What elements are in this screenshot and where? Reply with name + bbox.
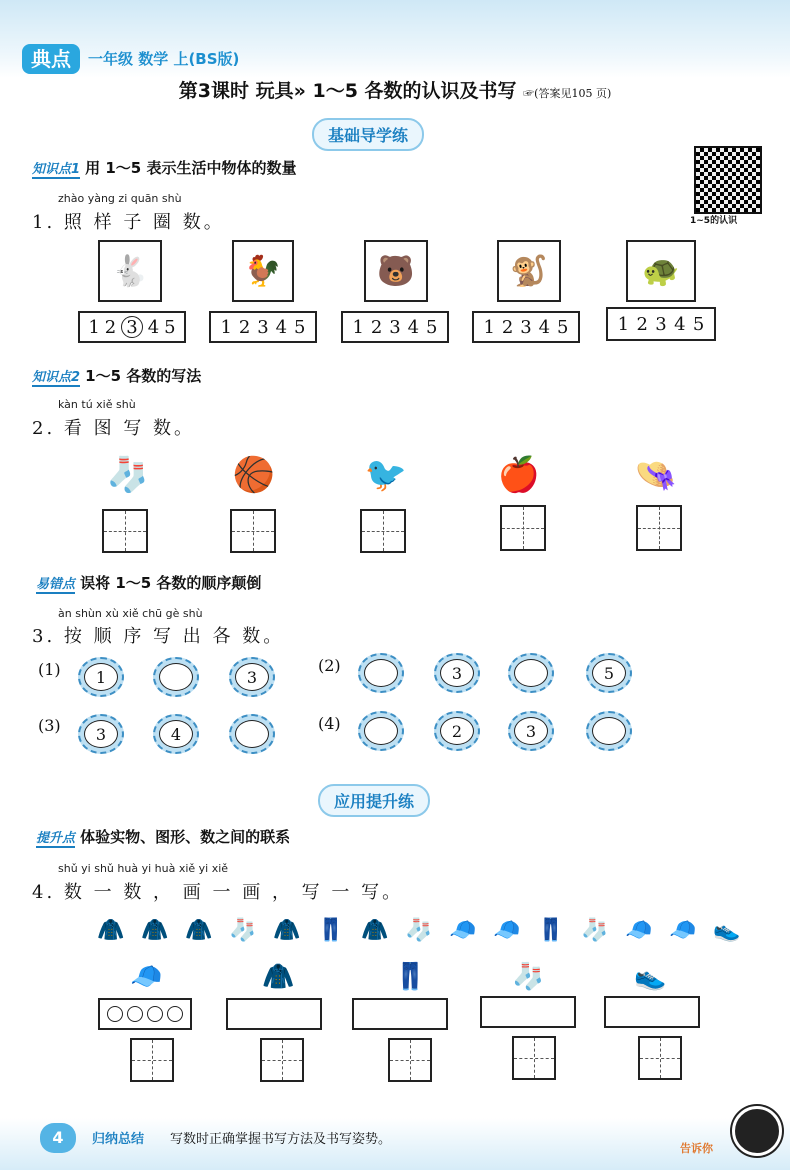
knowledge-tag-2: 知识点2	[32, 370, 81, 385]
q3-group-label-4: (4)	[318, 714, 341, 733]
q2-pinyin: kàn tú xiě shù	[58, 398, 136, 411]
circle-mark	[167, 1006, 183, 1022]
book-title: 一年级 数学 上(BS版)	[88, 50, 240, 68]
bear-icon: 🐻	[364, 240, 428, 302]
q2-answer-grid-1[interactable]	[102, 509, 148, 553]
turtle-icon: 🐢	[626, 240, 696, 302]
q2-text: 2. 看 图 写 数。	[32, 418, 196, 439]
q4-pinyin: shǔ yi shǔ huà yi huà xiě yi xiě	[58, 862, 229, 875]
jacket-icon: 🧥	[185, 918, 213, 943]
flower-cell[interactable]	[358, 711, 404, 751]
pants-icon: 👖	[537, 918, 565, 943]
rabbit-icon: 🐇	[98, 240, 162, 302]
error-text: 误将 1～5 各数的顺序颠倒	[80, 574, 262, 592]
upgrade-text: 体验实物、图形、数之间的联系	[80, 828, 291, 846]
mascot-icon	[732, 1106, 782, 1156]
q3-group-label-2: (2)	[318, 656, 341, 675]
flower-cell[interactable]: 5	[586, 653, 632, 693]
error-point	[36, 572, 261, 593]
q2-answer-grid-2[interactable]	[230, 509, 276, 553]
jacket-icon: 🧥	[273, 918, 301, 943]
sock-icon: 🧦	[512, 962, 545, 992]
jacket-icon: 🧥	[97, 918, 125, 943]
cap-icon: 🧢	[669, 918, 697, 943]
basketball-hoop-icon: 🏀	[232, 455, 276, 495]
flower-cell[interactable]: 4	[153, 714, 199, 754]
cap-icon: 🧢	[625, 918, 653, 943]
knowledge-point-2	[32, 365, 201, 386]
q1-number-box-4[interactable]: 1 2 3 4 5	[472, 311, 580, 343]
jacket-icon: 🧥	[141, 918, 169, 943]
q4-draw-box-2[interactable]	[226, 998, 322, 1030]
summary-label: 归纳总结	[92, 1132, 145, 1147]
flower-cell[interactable]: 3	[508, 711, 554, 751]
qr-code-icon[interactable]	[694, 146, 762, 214]
q1-number-box-3[interactable]: 1 2 3 4 5	[341, 311, 449, 343]
birds-icon: 🐦	[364, 455, 408, 495]
flower-cell[interactable]: 3	[434, 653, 480, 693]
brand-logo: 典点	[22, 44, 80, 74]
q4-answer-grid-3[interactable]	[388, 1038, 432, 1082]
q4-draw-box-4[interactable]	[480, 996, 576, 1028]
q4-answer-grid-5[interactable]	[638, 1036, 682, 1080]
q1-pinyin: zhào yàng zi quān shù	[58, 192, 182, 205]
q1-number-box-1[interactable]: 1 2 3 4 5	[78, 311, 186, 343]
flower-cell[interactable]	[229, 714, 275, 754]
summary-text: 写数时正确掌握书写方法及书写姿势。	[170, 1132, 392, 1147]
knowledge-tag-1: 知识点1	[32, 162, 81, 177]
jacket-icon: 🧥	[262, 962, 295, 992]
shoe-icon: 👟	[713, 918, 741, 943]
apples-icon: 🍎	[497, 455, 541, 495]
q4-text: 4. 数 一 数 ， 画 一 画 ， 写 一 写。	[32, 882, 404, 903]
pants-icon: 👖	[317, 918, 345, 943]
flower-cell[interactable]	[508, 653, 554, 693]
q4-draw-box-5[interactable]	[604, 996, 700, 1028]
q3-group-label-3: (3)	[38, 716, 61, 735]
q2-answer-grid-4[interactable]	[500, 505, 546, 551]
circle-mark	[127, 1006, 143, 1022]
lesson-title-text: 第3课时 玩具» 1～5 各数的认识及书写	[178, 80, 517, 102]
circled-answer: 3	[121, 316, 143, 338]
pants-icon: 👖	[394, 962, 427, 992]
shoe-icon: 👟	[634, 962, 667, 992]
q4-answer-grid-4[interactable]	[512, 1036, 556, 1080]
cap-icon: 🧢	[130, 962, 163, 992]
q4-items-row	[96, 918, 742, 943]
flower-cell[interactable]	[153, 657, 199, 697]
upgrade-tag: 提升点	[36, 831, 76, 846]
answer-reference: ☞(答案见105 页)	[523, 87, 612, 100]
flower-cell[interactable]: 1	[78, 657, 124, 697]
cap-icon: 🧢	[493, 918, 521, 943]
sock-icon: 🧦	[229, 918, 257, 943]
rooster-icon: 🐓	[232, 240, 294, 302]
flower-cell[interactable]: 2	[434, 711, 480, 751]
hats-icon: 👒	[634, 455, 678, 495]
q3-group-label-1: (1)	[38, 660, 61, 679]
q3-text: 3. 按 顺 序 写 出 各 数。	[32, 626, 285, 647]
flower-cell[interactable]	[358, 653, 404, 693]
sock-icon: 🧦	[581, 918, 609, 943]
q2-answer-grid-5[interactable]	[636, 505, 682, 551]
q1-text: 1. 照 样 子 圈 数。	[32, 212, 225, 233]
q1-number-box-5[interactable]: 1 2 3 4 5	[606, 307, 716, 341]
knowledge-point-1	[32, 157, 296, 178]
lesson-title	[0, 76, 790, 103]
sock-icon: 🧦	[405, 918, 433, 943]
q1-number-box-2[interactable]: 1 2 3 4 5	[209, 311, 317, 343]
flower-cell[interactable]: 3	[229, 657, 275, 697]
knowledge-text-1: 用 1～5 表示生活中物体的数量	[85, 159, 297, 177]
qr-caption: 1~5的认识	[690, 216, 738, 226]
section-banner-apply: 应用提升练	[318, 784, 430, 817]
socks-icon: 🧦	[106, 455, 150, 495]
flower-cell[interactable]: 3	[78, 714, 124, 754]
circle-mark	[107, 1006, 123, 1022]
flower-cell[interactable]	[586, 711, 632, 751]
q4-answer-grid-2[interactable]	[260, 1038, 304, 1082]
monkey-icon: 🐒	[497, 240, 561, 302]
q4-draw-box-1[interactable]	[98, 998, 192, 1030]
q3-pinyin: àn shùn xù xiě chū gè shù	[58, 607, 203, 620]
circle-mark	[147, 1006, 163, 1022]
error-tag: 易错点	[36, 577, 76, 592]
q2-answer-grid-3[interactable]	[360, 509, 406, 553]
knowledge-text-2: 1～5 各数的写法	[85, 367, 202, 385]
upgrade-point	[36, 826, 290, 847]
jacket-icon: 🧥	[361, 918, 389, 943]
page-number: 4	[40, 1123, 76, 1153]
q4-draw-box-3[interactable]	[352, 998, 448, 1030]
section-banner-basic: 基础导学练	[312, 118, 424, 151]
q4-answer-grid-1[interactable]	[130, 1038, 174, 1082]
cap-icon: 🧢	[449, 918, 477, 943]
tell-you-label: 告诉你	[680, 1142, 713, 1155]
